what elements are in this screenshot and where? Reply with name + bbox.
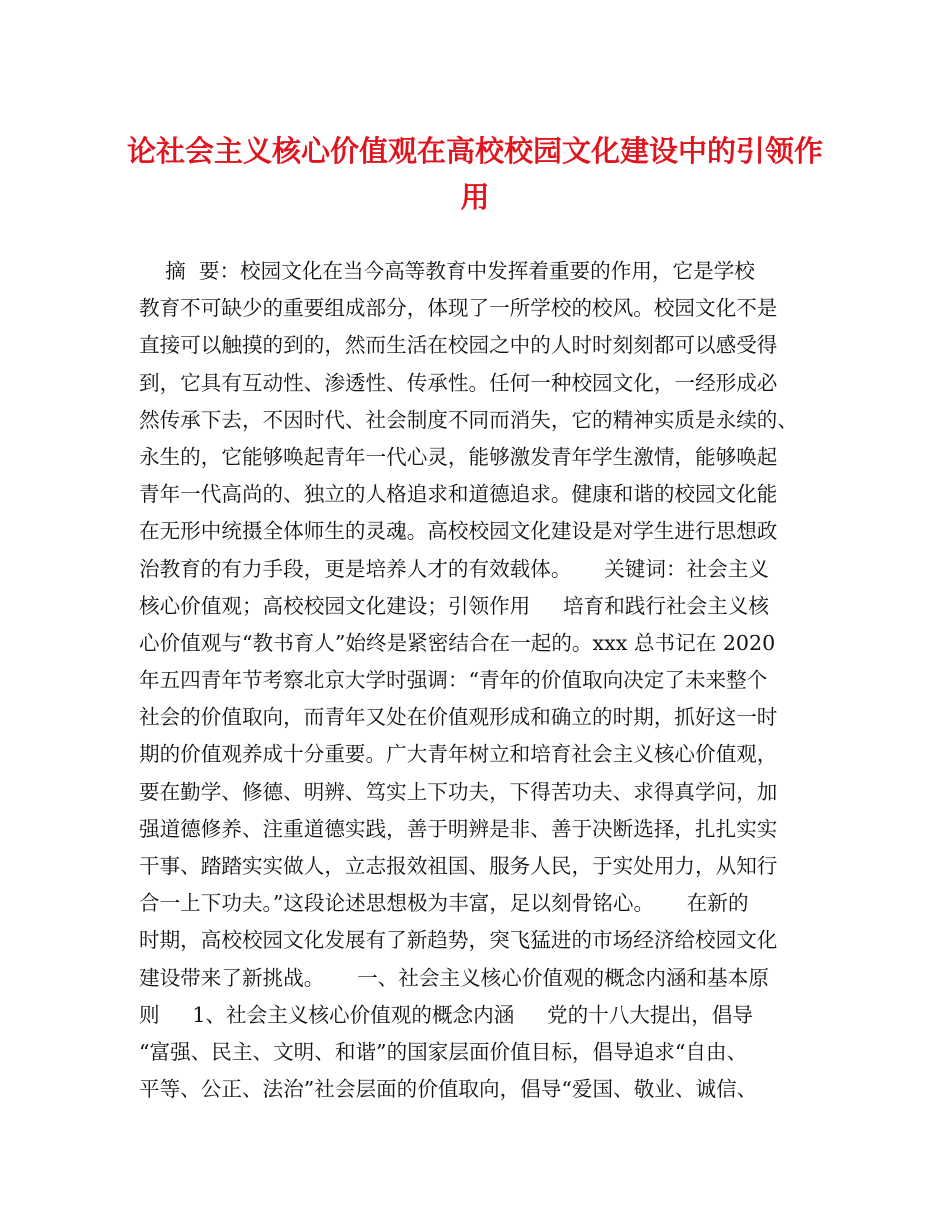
body-line: 到，它具有互动性、渗透性、传承性。任何一种校园文化，一经形成必 [139, 370, 778, 395]
body-line: 永生的，它能够唤起青年一代心灵，能够激发青年学生激情，能够唤起 [139, 444, 778, 469]
body-line: 建设带来了新挑战。 一、社会主义核心价值观的概念内涵和基本原 [139, 965, 769, 990]
body-line: 摘 要：校园文化在当今高等教育中发挥着重要的作用，它是学校 [139, 259, 755, 283]
document-title-line-1: 论社会主义核心价值观在高校校园文化建设中的引领作 [126, 134, 823, 168]
body-line: 干事、踏踏实实做人，立志报效祖国、服务人民，于实处用力，从知行 [139, 854, 778, 878]
body-line: 平等、公正、法治”社会层面的价值取向，倡导“爱国、敬业、诚信、 [139, 1077, 758, 1102]
body-line: 治教育的有力手段，更是培养人才的有效载体。 关键词：社会主义 [139, 556, 769, 581]
body-line: 时期，高校校园文化发展有了新趋势，突飞猛进的市场经济给校园文化 [139, 928, 778, 953]
body-line: 要在勤学、修德、明辨、笃实上下功夫，下得苦功夫、求得真学问，加 [139, 779, 778, 804]
body-line: 核心价值观；高校校园文化建设；引领作用 培育和践行社会主义核 [139, 593, 769, 618]
body-line: 直接可以触摸的到的，然而生活在校园之中的人时时刻刻都可以感受得 [139, 333, 778, 358]
body-line: 年五四青年节考察北京大学时强调：“青年的价值取向决定了未来整个 [139, 668, 768, 693]
document-title-line-2: 用 [460, 180, 490, 214]
body-line: 青年一代高尚的、独立的人格追求和道德追求。健康和谐的校园文化能 [139, 482, 778, 507]
body-line: 合一上下功夫。”这段论述思想极为丰富，足以刻骨铭心。 在新的 [139, 891, 749, 916]
body-line: “富强、民主、文明、和谐”的国家层面价值目标，倡导追求“自由、 [139, 1039, 748, 1064]
body-line: 则 1、社会主义核心价值观的概念内涵 党的十八大提出，倡导 [139, 1002, 753, 1027]
body-line: 社会的价值取向，而青年又处在价值观形成和确立的时期，抓好这一时 [139, 705, 778, 730]
document-body [139, 253, 829, 1108]
body-line: 期的价值观养成十分重要。广大青年树立和培育社会主义核心价值观， [139, 742, 778, 767]
body-line: 强道德修养、注重道德实践，善于明辨是非、善于决断选择，扎扎实实 [139, 816, 778, 841]
body-line: 在无形中统摄全体师生的灵魂。高校校园文化建设是对学生进行思想政 [139, 519, 778, 544]
body-line: 然传承下去，不因时代、社会制度不同而消失，它的精神实质是永续的、 [139, 407, 798, 432]
body-line: 教育不可缺少的重要组成部分，体现了一所学校的校风。校园文化不是 [139, 296, 778, 321]
body-line: 心价值观与“教书育人”始终是紧密结合在一起的。xxx 总书记在 2020 [139, 630, 776, 655]
